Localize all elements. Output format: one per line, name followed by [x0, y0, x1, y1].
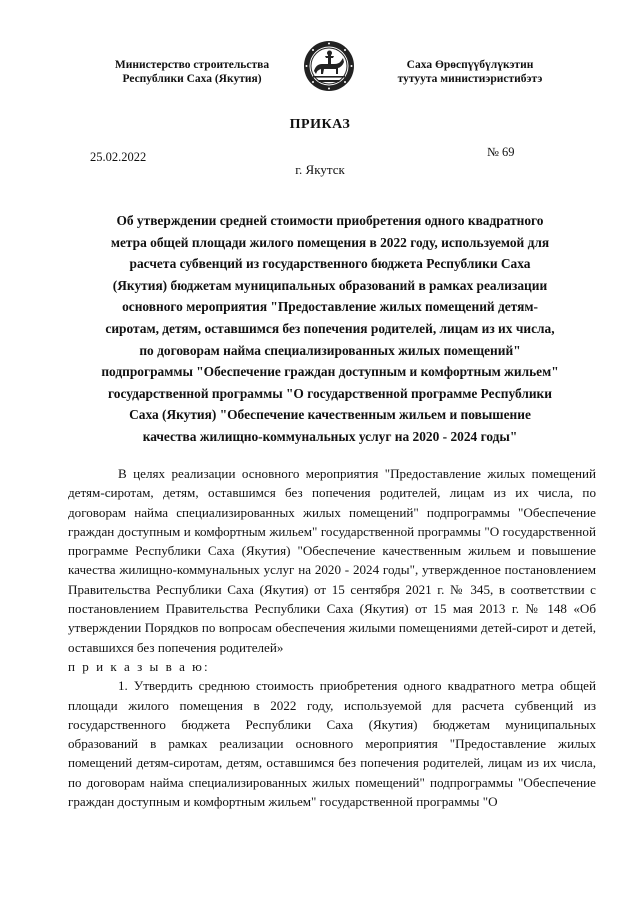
- preamble-paragraph: В целях реализации основного мероприятия "Предоставление жилых помещений детям-сиротам, детям, оставшимся без попечения родителей, лицам из их числа, по договорам найма специализированных жилых помещений" подпрограммы "Обеспечение граждан доступным и комфортным жильем" государственной программы "О государственной программе Республики Саха (Якутия) "Обеспечение качественным жильем и повышение качества жилищно-коммунальных услуг на 2020 - 2024 годы", утвержденное постановлением Правительства Республики Саха (Якутия) от 15 сентября 2021 г. № 345, в соответствии с постановлением Правительства Республики Саха (Якутия) от 15 мая 2013 г. № 148 «Об утверждении Порядков по вопросам обеспечения жилыми помещениями детей-сирот и детей, оставшихся без попечения родителей»: [68, 466, 596, 655]
- ministry-name-ru-line1: Министерство строительства: [114, 59, 270, 71]
- heading-line: по договорам найма специализированных жилых помещений": [139, 342, 521, 358]
- heading-line: Об утверждении средней стоимости приобретения одного квадратного: [116, 213, 544, 228]
- heading-line: (Якутия) бюджетам муниципальных образований в рамках реализации: [112, 277, 548, 293]
- item-1-paragraph: 1. Утвердить среднюю стоимость приобретения одного квадратного метра общей площади жилого помещения в 2022 году, используемой для расчета субвенций из государственного бюджета Республики Саха (Якутия) бюджетам муниципальных образований в рамках реализации основного мероприятия "Предоставление жилых помещений детям-сиротам, детям, оставшимся без попечения родителей, лицам из их числа, по договорам найма специализированных жилых помещений" подпрограммы "Обеспечение граждан доступным и комфортным жильем" государственной программы "О: [68, 678, 596, 810]
- document-body: [68, 464, 596, 811]
- order-heading: [60, 210, 600, 448]
- heading-line: основного мероприятия "Предоставление жилых помещений детям-: [122, 299, 538, 315]
- heading-line: подпрограммы "Обеспечение граждан доступным и комфортным жильем": [101, 364, 559, 380]
- document-city: г. Якутск: [295, 162, 345, 177]
- heading-line: качества жилищно-коммунальных услуг на 2020 - 2024 годы": [142, 428, 518, 444]
- order-word: п р и к а з ы в а ю:: [68, 658, 210, 674]
- ministry-name-ru-line2: Республики Саха (Якутия): [122, 73, 262, 85]
- ministry-name-sakha: [370, 58, 570, 86]
- document-title: ПРИКАЗ: [289, 117, 351, 132]
- document-number: № 69: [487, 145, 515, 159]
- ministry-name-sakha-line1: Саха Өрөспүүбүлүкэтин: [406, 59, 534, 71]
- document-date: 25.02.2022: [90, 150, 147, 164]
- heading-line: государственной программы "О государственной программе Республики: [108, 385, 552, 401]
- sakha-coat-of-arms-icon: [303, 40, 355, 92]
- heading-line: расчета субвенций из государственного бюджета Республики Саха: [129, 256, 531, 272]
- ministry-name-ru: [92, 58, 292, 86]
- heading-line: Саха (Якутия) "Обеспечение качественным жильем и повышение: [129, 407, 531, 423]
- heading-line: метра общей площади жилого помещения в 2022 году, используемой для: [110, 234, 550, 250]
- heading-line: сиротам, детям, оставшимся без попечения родителей, лицам из их числа,: [105, 320, 555, 336]
- ministry-name-sakha-line2: тутуута министиэристибэтэ: [397, 73, 543, 85]
